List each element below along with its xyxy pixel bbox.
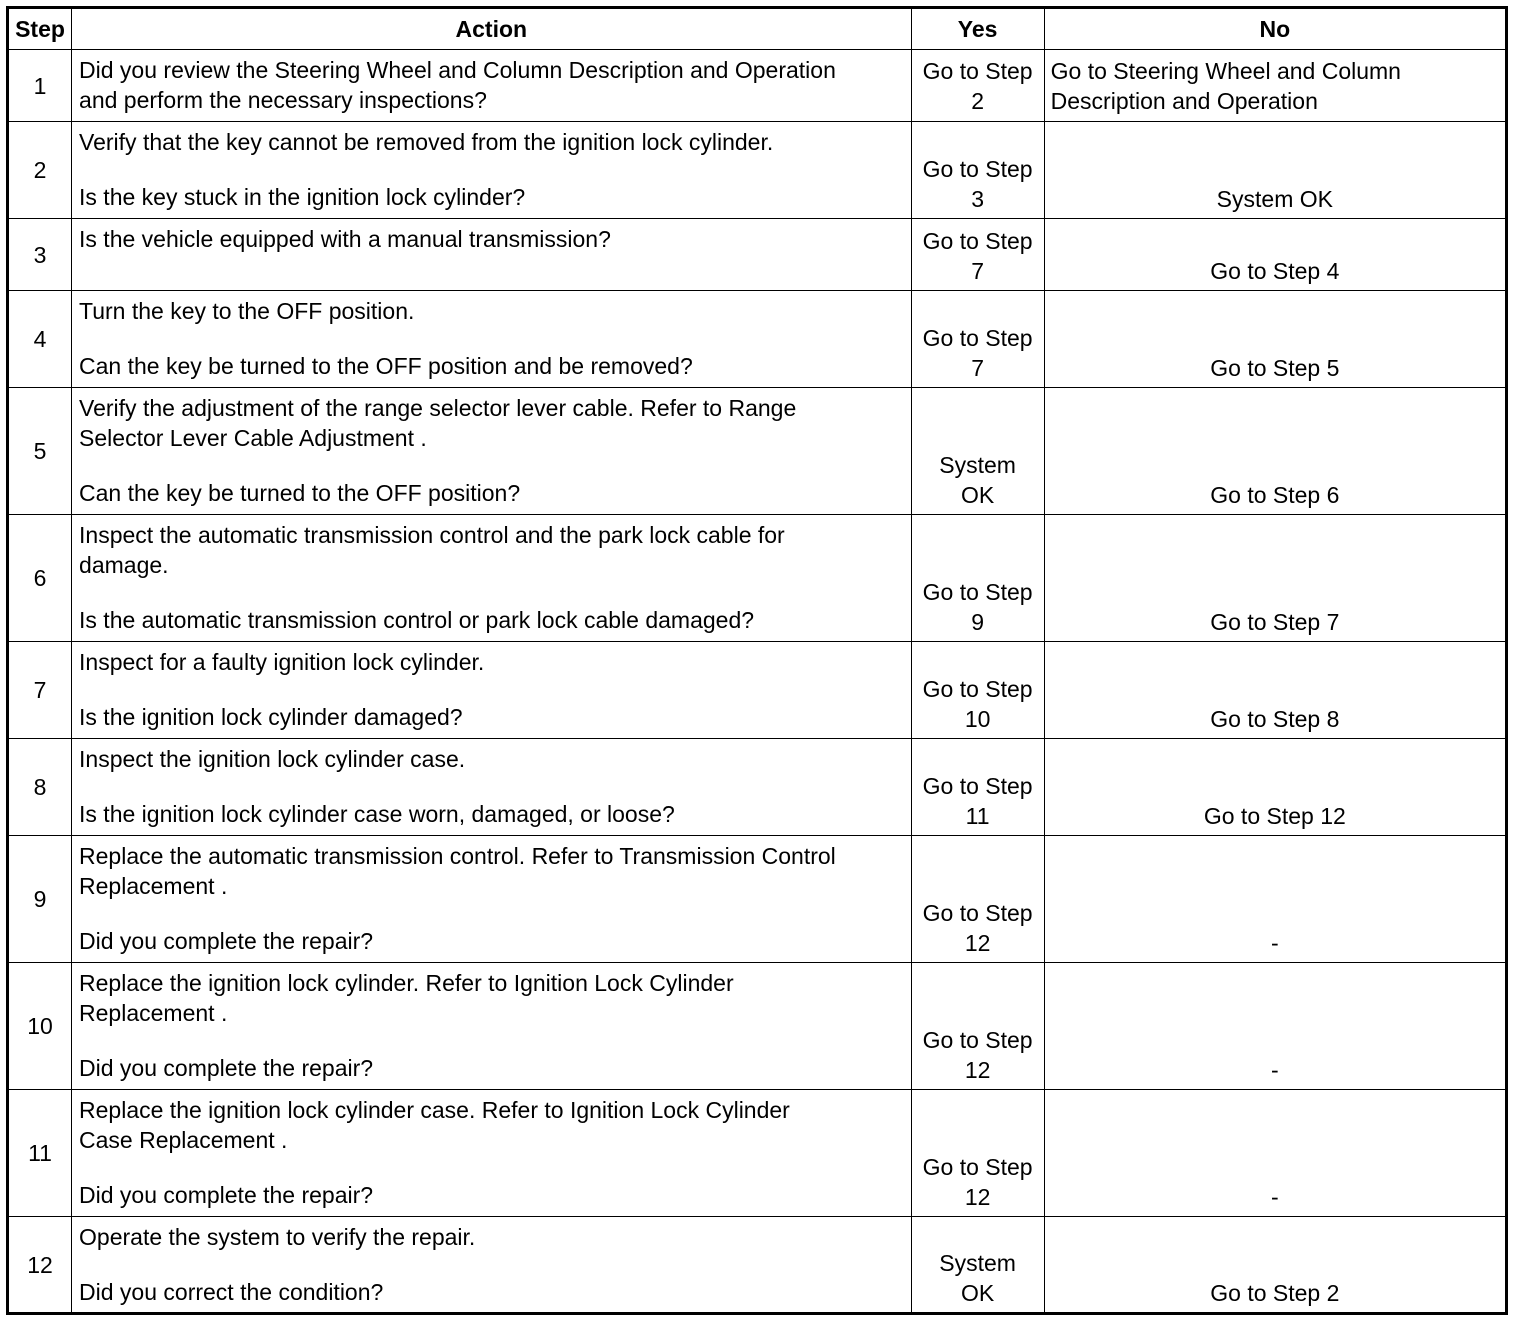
header-yes: Yes [911, 8, 1044, 50]
no-cell: Go to Steering Wheel and Column Description and Operation [1044, 50, 1506, 122]
table-row [8, 963, 1507, 1090]
action-cell [72, 642, 912, 739]
action-question: Can the key be turned to the OFF position? [79, 480, 521, 506]
yes-cell [911, 1217, 1044, 1314]
action-text: and perform the necessary inspections? [79, 87, 487, 113]
step-number: 11 [8, 1090, 72, 1217]
yes-cell [911, 963, 1044, 1090]
action-text: damage. [79, 552, 169, 578]
action-cell [72, 1217, 912, 1314]
action-text: Is the vehicle equipped with a manual transmission? [79, 226, 611, 252]
yes-text: Go to Step [922, 156, 1033, 182]
table-row [8, 122, 1507, 219]
no-cell: - [1044, 963, 1506, 1090]
yes-text: Go to Step [922, 1154, 1033, 1180]
action-cell [72, 50, 912, 122]
table-row [8, 50, 1507, 122]
step-number: 7 [8, 642, 72, 739]
action-question: Can the key be turned to the OFF position and be removed? [79, 353, 693, 379]
yes-text: Go to Step [922, 57, 1033, 84]
table-row [8, 515, 1507, 642]
action-question: Did you complete the repair? [79, 928, 374, 954]
action-cell [72, 515, 912, 642]
action-cell [72, 963, 912, 1090]
yes-cell [911, 739, 1044, 836]
yes-step: 12 [964, 1184, 991, 1210]
action-text: Inspect the ignition lock cylinder case. [79, 746, 466, 772]
yes-cell [911, 388, 1044, 515]
step-number: 10 [8, 963, 72, 1090]
yes-text: Go to Step [922, 228, 1033, 254]
table-row [8, 1090, 1507, 1217]
action-text: Case Replacement . [79, 1127, 288, 1153]
step-number: 1 [8, 50, 72, 122]
yes-cell [911, 219, 1044, 291]
yes-text: Go to Step [922, 676, 1033, 702]
action-text: Verify the adjustment of the range selector lever cable. Refer to Range [79, 395, 797, 421]
yes-text: Go to Step [922, 900, 1033, 926]
step-number: 8 [8, 739, 72, 836]
yes-text: Go to Step [922, 1027, 1033, 1053]
yes-text: Go to Step [922, 325, 1033, 351]
action-question: Is the key stuck in the ignition lock cylinder? [79, 184, 526, 210]
action-cell [72, 388, 912, 515]
no-cell: - [1044, 836, 1506, 963]
yes-step: 7 [971, 258, 985, 284]
table-row [8, 642, 1507, 739]
table-row [8, 291, 1507, 388]
yes-step: 12 [964, 930, 991, 956]
step-number: 6 [8, 515, 72, 642]
action-text: Turn the key to the OFF position. [79, 298, 415, 324]
action-text: Inspect the automatic transmission control and the park lock cable for [79, 522, 785, 548]
yes-cell [911, 836, 1044, 963]
yes-cell [911, 291, 1044, 388]
action-text: Inspect for a faulty ignition lock cylinder. [79, 649, 485, 675]
yes-text: System [939, 1250, 1016, 1276]
step-number: 3 [8, 219, 72, 291]
action-cell [72, 739, 912, 836]
no-cell: Go to Step 5 [1044, 291, 1506, 388]
yes-step: 2 [971, 87, 985, 114]
yes-cell [911, 122, 1044, 219]
diagnostic-table [6, 6, 1508, 1315]
table-row [8, 219, 1507, 291]
no-cell: Go to Step 2 [1044, 1217, 1506, 1314]
no-cell: System OK [1044, 122, 1506, 219]
action-text: Replace the ignition lock cylinder. Refer to Ignition Lock Cylinder [79, 970, 734, 996]
step-number: 12 [8, 1217, 72, 1314]
no-cell: Go to Step 4 [1044, 219, 1506, 291]
action-cell [72, 122, 912, 219]
action-text: Replacement . [79, 1000, 228, 1026]
action-cell [72, 1090, 912, 1217]
action-text: Replace the ignition lock cylinder case. Refer to Ignition Lock Cylinder [79, 1097, 790, 1123]
action-text: Did you review the Steering Wheel and Column Description and Operation [79, 57, 836, 83]
yes-step: 11 [965, 803, 990, 829]
step-number: 9 [8, 836, 72, 963]
yes-step: 10 [964, 706, 991, 732]
no-cell: Go to Step 8 [1044, 642, 1506, 739]
header-action: Action [72, 8, 912, 50]
yes-cell [911, 50, 1044, 122]
step-number: 4 [8, 291, 72, 388]
action-question: Did you complete the repair? [79, 1182, 374, 1208]
action-question: Is the ignition lock cylinder case worn, damaged, or loose? [79, 801, 675, 827]
action-question: Did you complete the repair? [79, 1055, 374, 1081]
action-question: Did you correct the condition? [79, 1279, 384, 1305]
yes-cell [911, 515, 1044, 642]
table-row [8, 836, 1507, 963]
table-row [8, 739, 1507, 836]
action-text: Verify that the key cannot be removed from the ignition lock cylinder. [79, 129, 774, 155]
yes-step: 3 [971, 186, 985, 212]
yes-step: 12 [964, 1057, 991, 1083]
no-cell: - [1044, 1090, 1506, 1217]
header-row [8, 8, 1507, 50]
step-number: 5 [8, 388, 72, 515]
action-question: Is the automatic transmission control or park lock cable damaged? [79, 607, 755, 633]
action-text: Selector Lever Cable Adjustment . [79, 425, 427, 451]
yes-step: 9 [971, 609, 985, 635]
no-cell: Go to Step 7 [1044, 515, 1506, 642]
action-cell [72, 836, 912, 963]
step-number: 2 [8, 122, 72, 219]
action-cell [72, 291, 912, 388]
yes-text: Go to Step [922, 773, 1033, 799]
action-cell [72, 219, 912, 291]
table-row [8, 1217, 1507, 1314]
no-cell: Go to Step 6 [1044, 388, 1506, 515]
yes-step: OK [961, 482, 995, 508]
yes-step: OK [961, 1280, 995, 1306]
table-row [8, 388, 1507, 515]
no-cell: Go to Step 12 [1044, 739, 1506, 836]
yes-cell [911, 642, 1044, 739]
yes-step: 7 [971, 355, 985, 381]
header-no: No [1044, 8, 1506, 50]
header-step: Step [8, 8, 72, 50]
action-question: Is the ignition lock cylinder damaged? [79, 704, 463, 730]
action-text: Replacement . [79, 873, 228, 899]
yes-text: Go to Step [922, 579, 1033, 605]
action-text: Replace the automatic transmission control. Refer to Transmission Control [79, 843, 836, 869]
yes-text: System [939, 452, 1016, 478]
yes-cell [911, 1090, 1044, 1217]
action-text: Operate the system to verify the repair. [79, 1224, 476, 1250]
